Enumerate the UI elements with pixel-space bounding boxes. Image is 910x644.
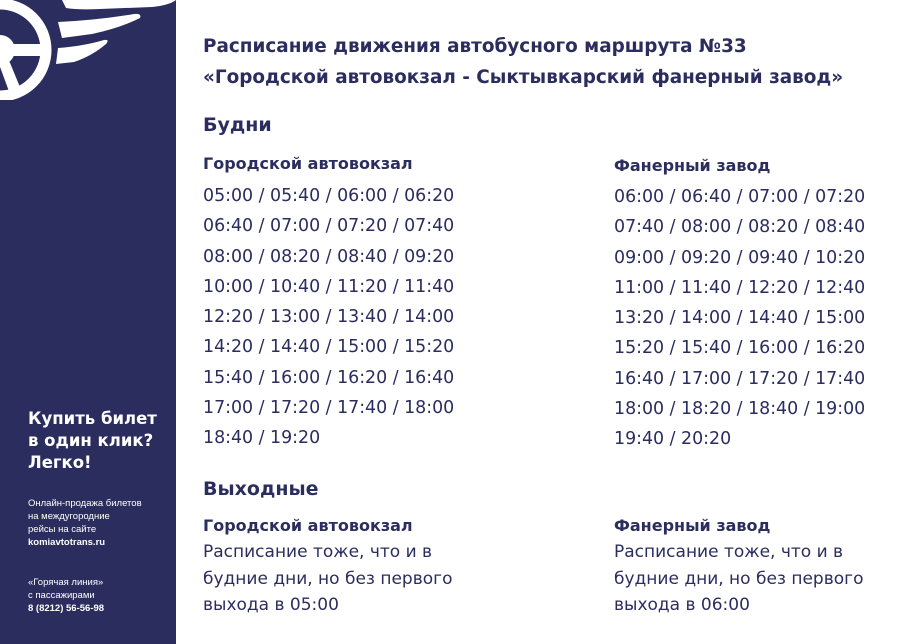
promo-line: Легко! — [28, 453, 92, 472]
hotline-line: «Горячая линия» — [28, 577, 104, 588]
note-line: будние дни, но без первого — [614, 568, 864, 589]
note-line: выхода в 06:00 — [614, 595, 750, 615]
time-row: 06:00 / 06:40 / 07:00 / 07:20 — [614, 187, 866, 207]
hotline-info — [28, 576, 168, 615]
weekdays-left-header: Городской автовокзал — [203, 154, 413, 173]
hotline-line: с пассажирами — [28, 590, 95, 601]
time-row: 06:40 / 07:00 / 07:20 / 07:40 — [203, 216, 455, 237]
weekends-right-column — [614, 515, 904, 619]
online-line: Онлайн-продажа билетов — [28, 498, 142, 509]
weekends-left-note — [203, 539, 493, 619]
online-line: на междугородние — [28, 511, 110, 522]
promo-text — [28, 408, 168, 474]
weekdays-right-header: Фанерный завод — [614, 156, 771, 175]
time-row: 17:00 / 17:20 / 17:40 / 18:00 — [203, 398, 455, 419]
note-line: будние дни, но без первого — [203, 568, 453, 589]
weekdays-left-times — [203, 181, 493, 454]
weekdays-heading: Будни — [203, 114, 272, 136]
time-row: 05:00 / 05:40 / 06:00 / 06:20 — [203, 186, 455, 206]
time-row: 18:40 / 19:20 — [203, 428, 321, 449]
time-row: 16:40 / 17:00 / 17:20 / 17:40 — [614, 368, 866, 389]
time-row: 13:20 / 14:00 / 14:40 / 15:00 — [614, 308, 866, 329]
weekdays-right-times — [614, 182, 904, 455]
weekdays-right-column — [614, 155, 904, 455]
hotline-phone[interactable]: 8 (8212) 56-56-98 — [28, 603, 105, 614]
time-row: 11:00 / 11:40 / 12:20 / 12:40 — [614, 277, 866, 298]
weekends-heading: Выходные — [203, 478, 319, 500]
online-line: рейсы на сайте — [28, 524, 97, 535]
sidebar — [0, 0, 176, 644]
weekends-left-header: Городской автовокзал — [203, 516, 413, 535]
promo-line: в один клик? — [28, 431, 154, 450]
time-row: 19:40 / 20:20 — [614, 429, 732, 450]
promo-line: Купить билет — [28, 409, 157, 428]
page-title — [203, 31, 843, 93]
note-line: Расписание тоже, что и в — [203, 542, 433, 562]
time-row: 18:00 / 18:20 / 18:40 / 19:00 — [614, 399, 866, 420]
title-line: Расписание движения автобусного маршрута №33 — [203, 36, 747, 57]
weekdays-left-column — [203, 153, 493, 454]
note-line: Расписание тоже, что и в — [614, 542, 844, 562]
time-row: 15:20 / 15:40 / 16:00 / 16:20 — [614, 338, 866, 359]
steering-wheel-wing-icon — [0, 0, 176, 100]
time-row: 12:20 / 13:00 / 13:40 / 14:00 — [203, 307, 455, 328]
weekends-right-note — [614, 539, 904, 619]
site-link[interactable]: komiavtotrans.ru — [28, 537, 106, 548]
online-sales-info — [28, 497, 168, 549]
time-row: 10:00 / 10:40 / 11:20 / 11:40 — [203, 276, 455, 297]
weekends-right-header: Фанерный завод — [614, 516, 771, 535]
time-row: 15:40 / 16:00 / 16:20 / 16:40 — [203, 367, 455, 388]
time-row: 08:00 / 08:20 / 08:40 / 09:20 — [203, 246, 455, 267]
weekends-left-column — [203, 515, 493, 619]
time-row: 09:00 / 09:20 / 09:40 / 10:20 — [614, 247, 866, 268]
time-row: 14:20 / 14:40 / 15:00 / 15:20 — [203, 337, 455, 358]
time-row: 07:40 / 08:00 / 08:20 / 08:40 — [614, 217, 866, 238]
note-line: выхода в 05:00 — [203, 595, 339, 615]
title-line: «Городской автовокзал - Сыктывкарский фанерный завод» — [203, 67, 844, 88]
